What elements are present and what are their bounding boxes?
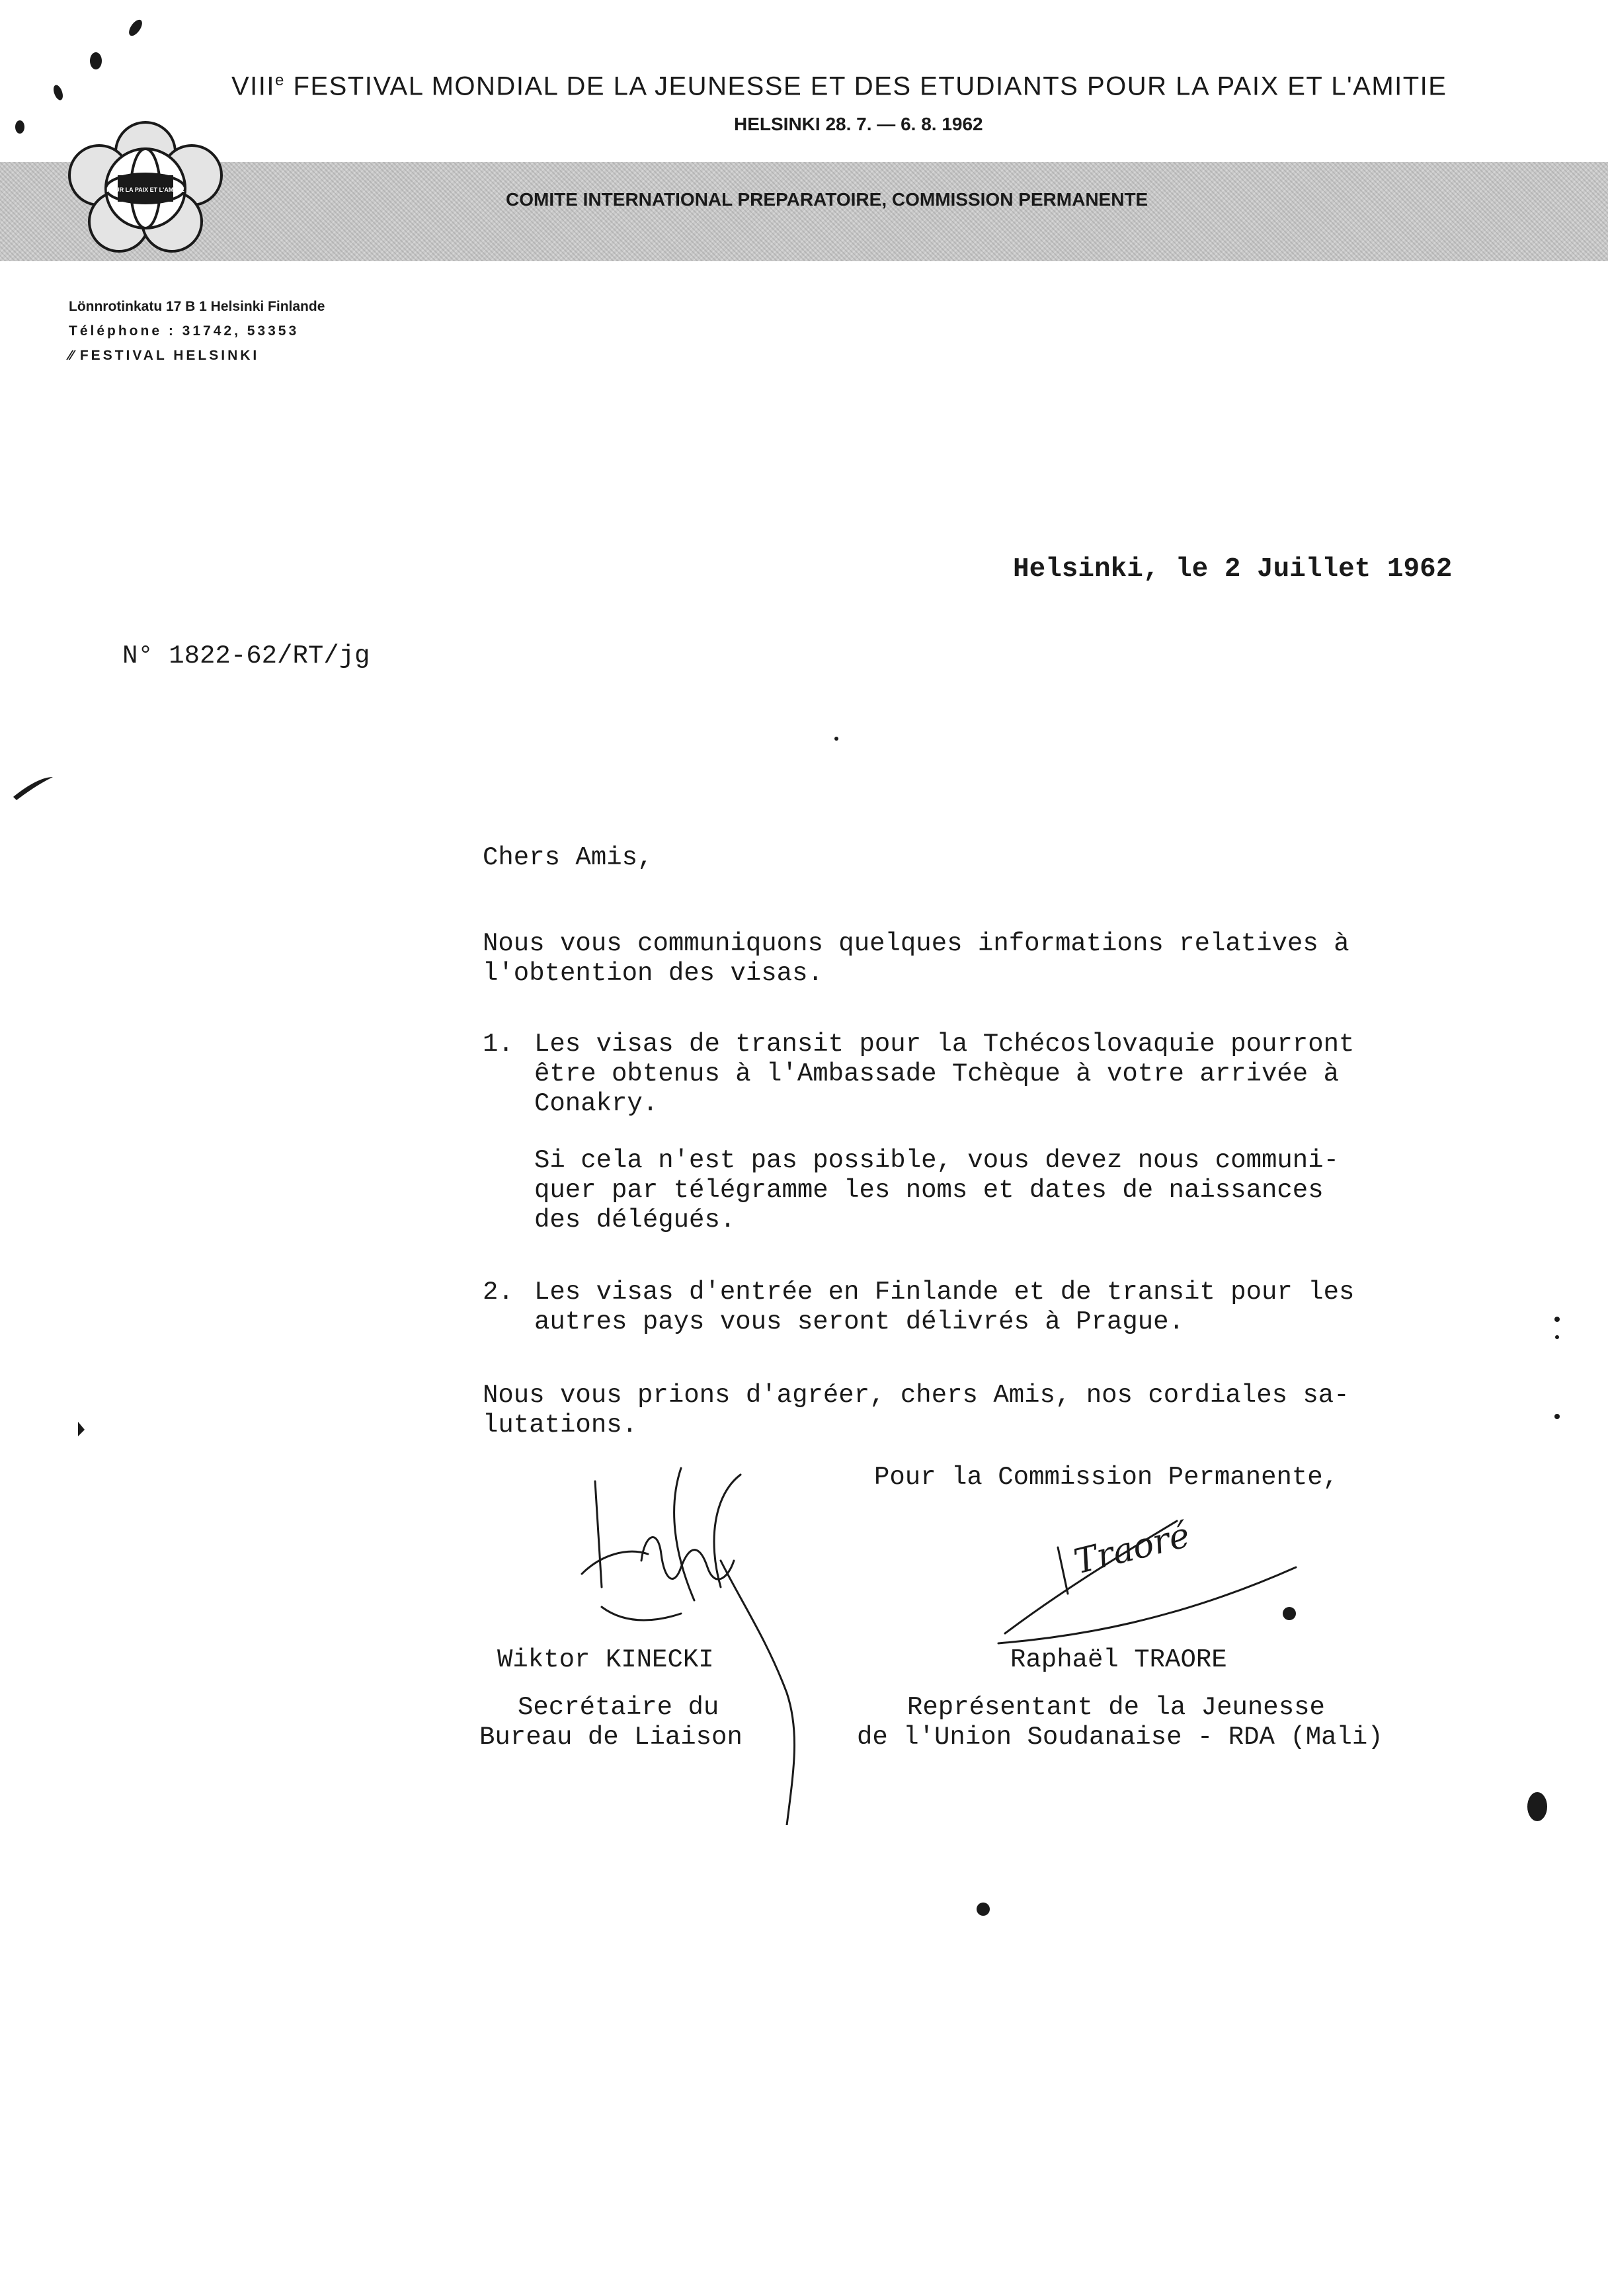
emblem-text: POUR LA PAIX ET L'AMITIE [106, 186, 184, 193]
right-signatory-title: Représentant de la Jeunesse [907, 1693, 1325, 1722]
letterhead-band [0, 162, 1608, 261]
left-handwritten-signature [542, 1455, 860, 1825]
letter-date: Helsinki, le 2 Juillet 1962 [1013, 554, 1453, 585]
telegram-line [69, 343, 325, 368]
right-signatory-name: Raphaël TRAORE [1010, 1645, 1227, 1674]
left-signatory-name: Wiktor KINECKI [497, 1645, 714, 1674]
item-line: des délégués. [534, 1206, 736, 1235]
festival-title-rest: FESTIVAL MONDIAL DE LA JEUNESSE ET DES ETUDIANTS POUR LA PAIX ET L'AMITIE [284, 71, 1447, 101]
item-line: Les visas de transit pour la Tchécoslovaquie pourront [534, 1030, 1355, 1059]
left-signatory-title: Bureau de Liaison [479, 1723, 743, 1752]
item-number: 1. [483, 1030, 514, 1059]
closing-line: Nous vous prions d'agréer, chers Amis, nos cordiales sa- [483, 1381, 1349, 1410]
item-line: Conakry. [534, 1089, 659, 1118]
telephone-line: Téléphone : 31742, 53353 [69, 323, 300, 339]
committee-line: COMITE INTERNATIONAL PREPARATOIRE, COMMISSION PERMANENTE [506, 189, 1148, 210]
festival-title [231, 71, 1447, 101]
item-line: être obtenus à l'Ambassade Tchèque à votre arrivée à [534, 1059, 1339, 1088]
item-line: autres pays vous seront délivrés à Prague. [534, 1307, 1184, 1336]
right-handwritten-signature [979, 1495, 1349, 1666]
festival-emblem-logo [26, 112, 238, 278]
item-line: quer par télégramme les noms et dates de naissances [534, 1176, 1324, 1205]
right-signatory-title: de l'Union Soudanaise - RDA (Mali) [857, 1723, 1383, 1752]
festival-dates: HELSINKI 28. 7. — 6. 8. 1962 [734, 114, 983, 134]
commission-line: Pour la Commission Permanente, [874, 1463, 1339, 1492]
right-signature-scribble: Traoré [1070, 1515, 1194, 1582]
telegram-address: FESTIVAL HELSINKI [79, 348, 260, 363]
item-number: 2. [483, 1278, 514, 1307]
festival-title-sup: e [275, 71, 285, 89]
address-block [69, 294, 325, 368]
salutation: Chers Amis, [483, 843, 653, 872]
festival-title-prefix: VIII [231, 71, 276, 101]
address-line: Lönnrotinkatu 17 B 1 Helsinki Finlande [69, 299, 325, 314]
intro-line: l'obtention des visas. [483, 959, 823, 988]
telegram-icon: ⁄⁄ [69, 348, 74, 363]
item-line: Si cela n'est pas possible, vous devez nous communi- [534, 1146, 1339, 1175]
left-signatory-title: Secrétaire du [518, 1693, 719, 1722]
intro-line: Nous vous communiquons quelques informations relatives à [483, 929, 1349, 958]
closing-line: lutations. [483, 1411, 638, 1440]
item-line: Les visas d'entrée en Finlande et de transit pour les [534, 1278, 1355, 1307]
reference-number: N° 1822-62/RT/jg [122, 641, 370, 671]
